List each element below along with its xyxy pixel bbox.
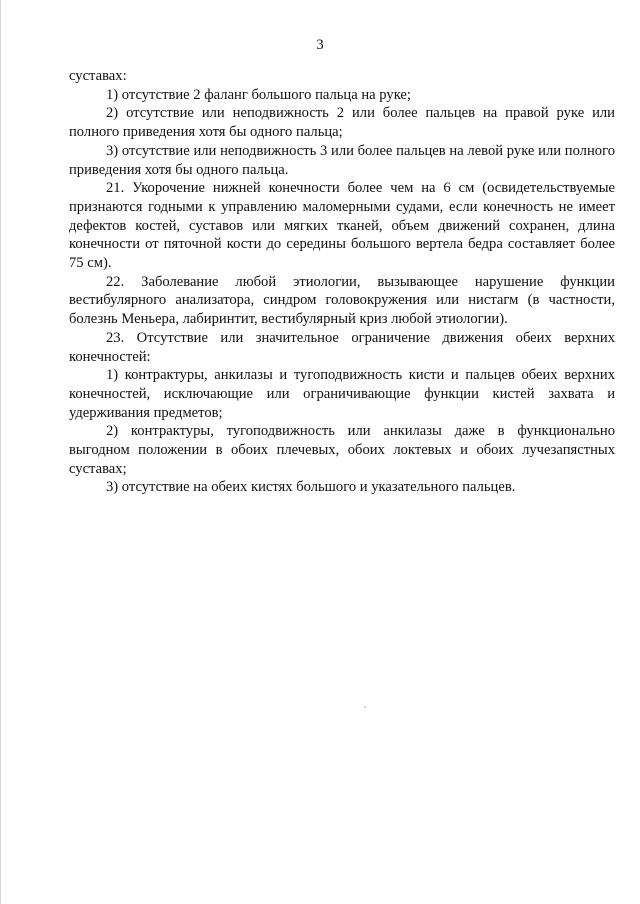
scan-speck [364, 706, 366, 708]
paragraph-item-1: 1) отсутствие 2 фаланг большого пальца на руке; [106, 86, 411, 103]
scan-edge-line [0, 0, 1, 904]
paragraph-continuation: суставах: [69, 68, 127, 84]
paragraph-item-3: 3) отсутствие или неподвижность 3 или более пальцев на левой руке или полного приведения хотя бы одного пальца. [69, 142, 615, 178]
paragraph-23-item-2: 2) контрактуры, тугоподвижность или анкилазы даже в функционально выгодном положении в обоих плечевых, обоих локтевых и обоих лучезапястных суставах; [69, 423, 615, 477]
page-number: 3 [316, 37, 324, 53]
document-body [69, 67, 615, 497]
paragraph-23-item-1: 1) контрактуры, анкилазы и тугоподвижность кисти и пальцев обеих верхних конечностей, исключающие или ограничивающие функции кистей захвата и удерживания предметов; [69, 367, 615, 421]
paragraph-23: 23. Отсутствие или значительное ограничение движения обеих верхних конечностей: [69, 329, 615, 365]
paragraph-22: 22. Заболевание любой этиологии, вызывающее нарушение функции вестибулярного анализатора, синдром головокружения или нистагм (в частности, болезнь Меньера, лабиринтит, вестибулярный криз любой этиологии). [69, 273, 615, 328]
paragraph-item-2: 2) отсутствие или неподвижность 2 или более пальцев на правой руке или полного приведения хотя бы одного пальца; [69, 105, 615, 141]
paragraph-21: 21. Укорочение нижней конечности более чем на 6 см (освидетельствуемые признаются годными к управлению маломерными судами, если конечность не имеет дефектов костей, суставов или мягких тканей, объем движений сохранен, длина конечности от пяточной кости до середины большого вертела бедра составляет более 75 см). [69, 180, 615, 272]
paragraph-23-item-3: 3) отсутствие на обеих кистях большого и указательного пальцев. [106, 479, 516, 496]
